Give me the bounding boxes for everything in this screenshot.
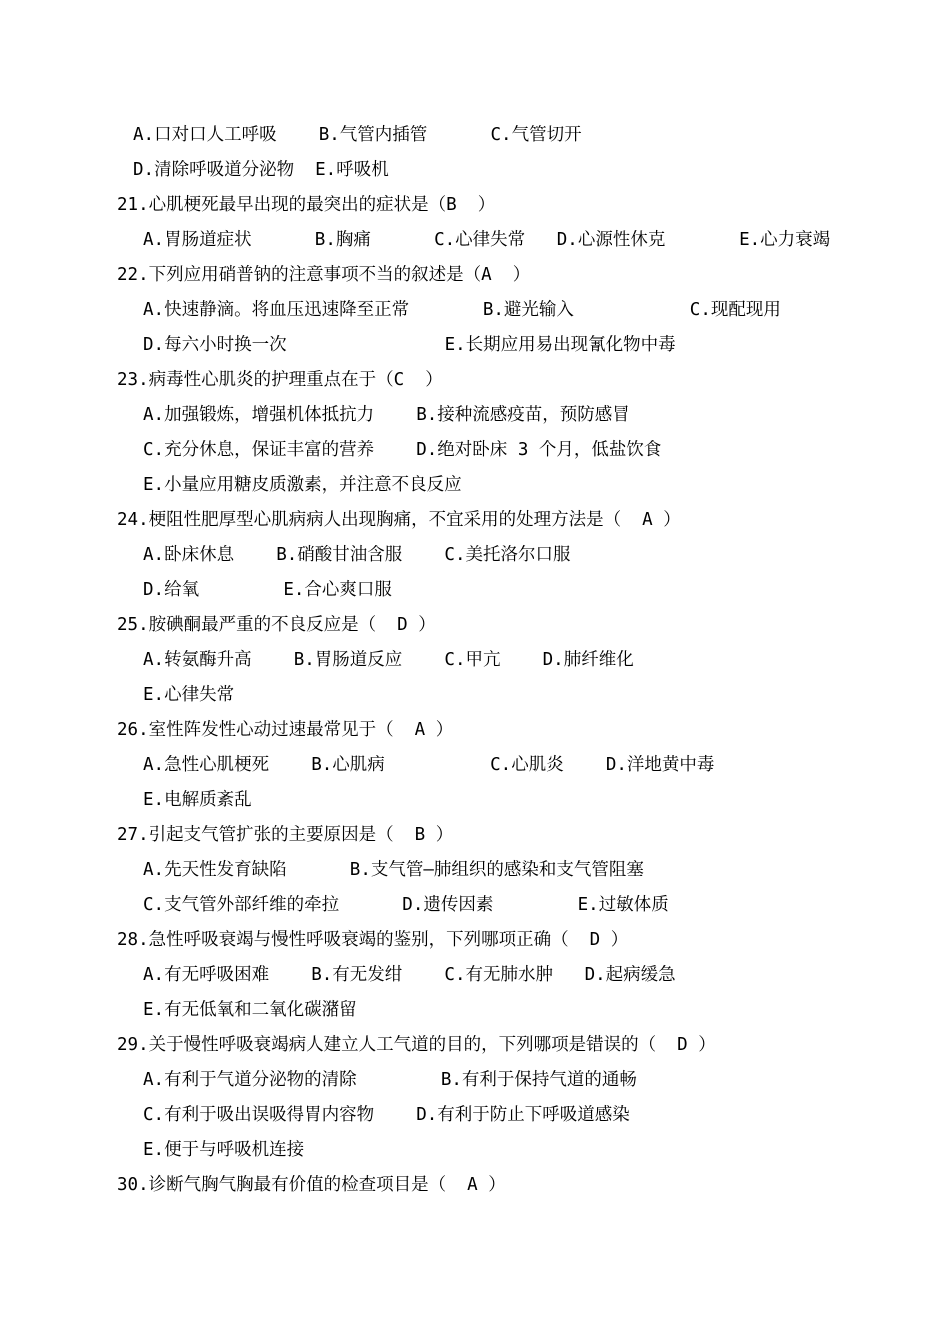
line-25-option-e: E.心律失常 xyxy=(143,685,235,705)
question-28: 28.急性呼吸衰竭与慢性呼吸衰竭的鉴别，下列哪项正确（ D ） xyxy=(117,930,629,950)
line-21-options: A.胃肠道症状 B.胸痛 C.心律失常 D.心源性休克 E.心力衰竭 xyxy=(143,230,831,250)
line-24-options-ac: A.卧床休息 B.硝酸甘油含服 C.美托洛尔口服 xyxy=(143,545,571,565)
line-28-options-ad: A.有无呼吸困难 B.有无发绀 C.有无肺水肿 D.起病缓急 xyxy=(143,965,676,985)
line-26-option-e: E.电解质紊乱 xyxy=(143,790,252,810)
question-29: 29.关于慢性呼吸衰竭病人建立人工气道的目的，下列哪项是错误的（ D ） xyxy=(117,1035,716,1055)
line-20-options-ac: A.口对口人工呼吸 B.气管内插管 C.气管切开 xyxy=(133,125,582,145)
question-22: 22.下列应用硝普钠的注意事项不当的叙述是（A ） xyxy=(117,265,531,285)
line-22-options-ac: A.快速静滴。将血压迅速降至正常 B.避光输入 C.现配现用 xyxy=(143,300,781,320)
line-23-options-ab: A.加强锻炼，增强机体抵抗力 B.接种流感疫苗，预防感冒 xyxy=(143,405,630,425)
line-22-options-de: D.每六小时换一次 E.长期应用易出现氰化物中毒 xyxy=(143,335,676,355)
line-29-options-ab: A.有利于气道分泌物的清除 B.有利于保持气道的通畅 xyxy=(143,1070,637,1090)
line-26-options-ad: A.急性心肌梗死 B.心肌病 C.心肌炎 D.洋地黄中毒 xyxy=(143,755,715,775)
line-29-option-e: E.便于与呼吸机连接 xyxy=(143,1140,305,1160)
line-24-options-de: D.给氧 E.合心爽口服 xyxy=(143,580,392,600)
line-27-options-ab: A.先天性发育缺陷 B.支气管—肺组织的感染和支气管阻塞 xyxy=(143,860,644,880)
question-30: 30.诊断气胸气胸最有价值的检查项目是（ A ） xyxy=(117,1175,506,1195)
question-25: 25.胺碘酮最严重的不良反应是（ D ） xyxy=(117,615,436,635)
question-23: 23.病毒性心肌炎的护理重点在于（C ） xyxy=(117,370,443,390)
question-24: 24.梗阻性肥厚型心肌病病人出现胸痛，不宜采用的处理方法是（ A ） xyxy=(117,510,681,530)
line-29-options-cd: C.有利于吸出误吸得胃内容物 D.有利于防止下呼吸道感染 xyxy=(143,1105,630,1125)
question-21: 21.心肌梗死最早出现的最突出的症状是（B ） xyxy=(117,195,496,215)
question-26: 26.室性阵发性心动过速最常见于（ A ） xyxy=(117,720,454,740)
line-25-options-ad: A.转氨酶升高 B.胃肠道反应 C.甲亢 D.肺纤维化 xyxy=(143,650,634,670)
line-27-options-ce: C.支气管外部纤维的牵拉 D.遗传因素 E.过敏体质 xyxy=(143,895,669,915)
line-28-option-e: E.有无低氧和二氧化碳潴留 xyxy=(143,1000,357,1020)
line-23-options-cd: C.充分休息，保证丰富的营养 D.绝对卧床 3 个月，低盐饮食 xyxy=(143,440,662,460)
line-23-option-e: E.小量应用糖皮质激素，并注意不良反应 xyxy=(143,475,462,495)
line-20-options-de: D.清除呼吸道分泌物 E.呼吸机 xyxy=(133,160,389,180)
question-27: 27.引起支气管扩张的主要原因是（ B ） xyxy=(117,825,454,845)
